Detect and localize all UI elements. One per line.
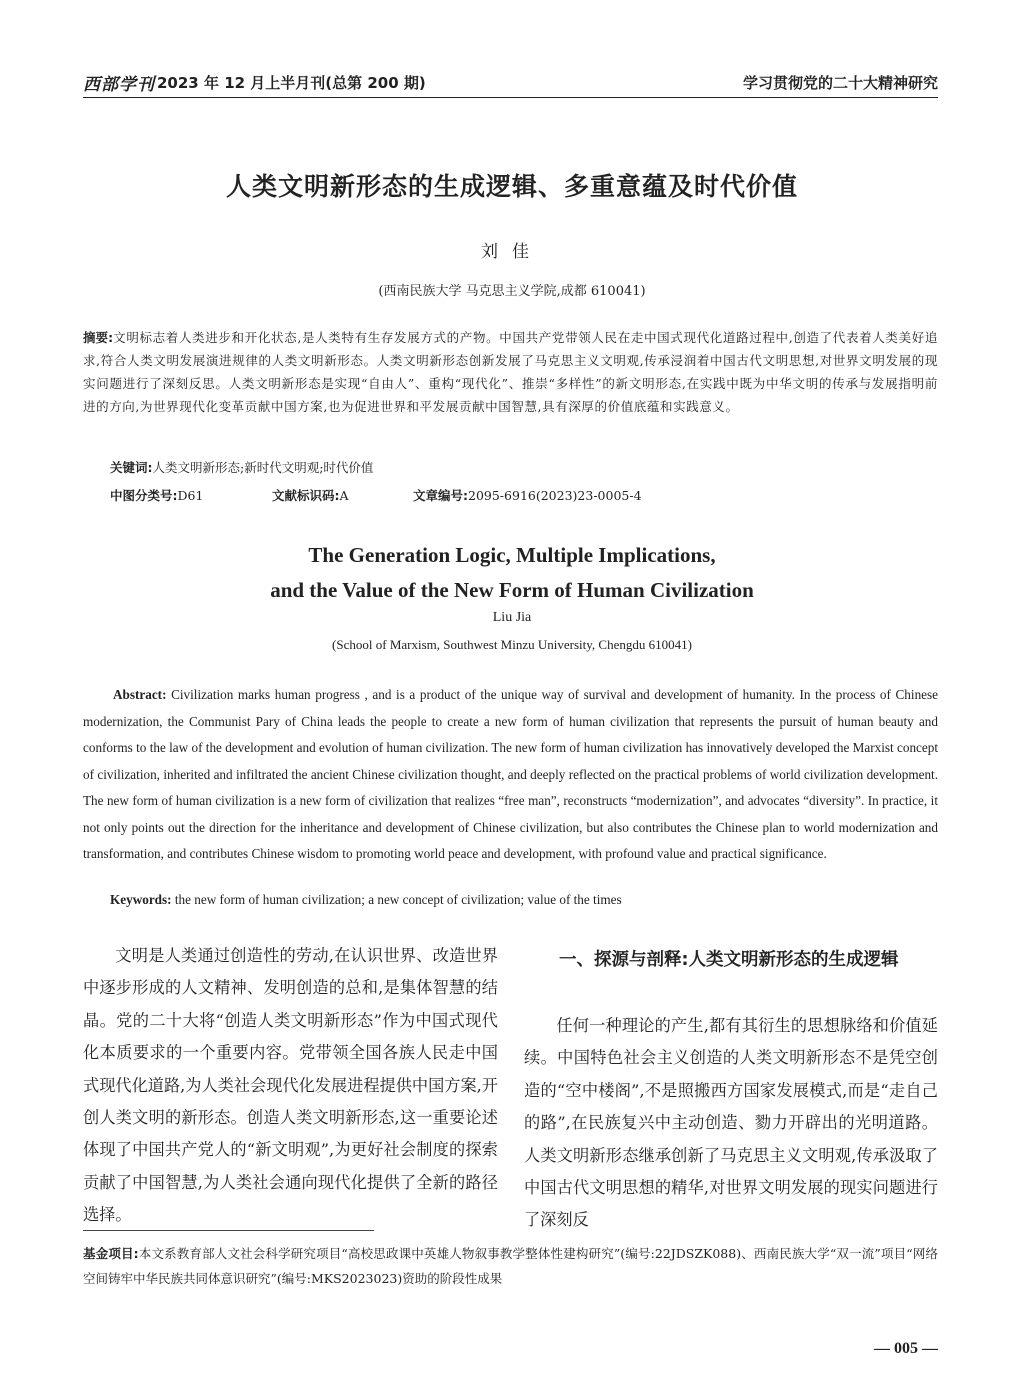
- title-en-line-1: The Generation Logic, Multiple Implications,: [308, 543, 716, 567]
- affiliation-zh: (西南民族大学 马克思主义学院,成都 610041): [378, 284, 646, 299]
- affiliation-en: (School of Marxism, Southwest Minzu University, Chengdu 610041): [332, 637, 692, 652]
- keywords-en: [110, 892, 910, 908]
- abstract-en: [83, 682, 938, 868]
- clc-number: [110, 486, 203, 504]
- article-number-value: 2095-6916(2023)23-0005-4: [468, 488, 642, 503]
- doc-code-label: 文献标识码:: [272, 488, 340, 503]
- clc-label: 中图分类号:: [110, 488, 178, 503]
- keywords-en-label: Keywords:: [110, 892, 172, 907]
- keywords-en-text: the new form of human civilization; a new concept of civilization; value of the times: [174, 892, 622, 907]
- body-column-left: [83, 940, 498, 1232]
- author-en: Liu Jia: [492, 610, 532, 625]
- header-divider: [83, 97, 938, 98]
- article-number: [413, 486, 642, 504]
- footnote-text: 本文系教育部人文社会科学研究项目“高校思政课中英雄人物叙事教学整体性建构研究”(编号:22JDSZK088)、西南民族大学“双一流”项目“网络空间铸牢中华民族共同体意识研究”(编号:MKS2023023)资助的阶段性成果: [83, 1246, 939, 1286]
- abstract-en-text: Civilization marks human progress , and is a product of the unique way of survival and development of humanity. In the process of Chinese modernization, the Communist Pary of China leads the people to create a new form of human civilization that represents the pursuit of human beauty and conforms to the law of the development and evolution of human civilization. The new form of human civilization has innovatively developed the Marxist concept of civilization, inherited and infiltrated the ancient Chinese civilization thought, and deeply reflected on the practical problems of world civilization development. The new form of human civilization is a new form of civilization that realizes “free man”, reconstructs “modernization”, and advocates “diversity”. In practice, it not only points out the direction for the inheritance and development of Chinese civilization, but also contributes the Chinese plan to world modernization and transformation, and contributes Chinese wisdom to promoting world peace and development, with profound value and practical significance.: [83, 687, 938, 861]
- journal-name: 西部学刊: [83, 75, 155, 95]
- keywords-zh-label: 关键词:: [110, 460, 153, 475]
- issue-info: 2023 年 12 月上半月刊(总第 200 期): [157, 74, 426, 92]
- intro-paragraph: 文明是人类通过创造性的劳动,在认识世界、改造世界中逐步形成的人文精神、发明创造的总和,是集体智慧的结晶。党的二十大将“创造人类文明新形态”作为中国式现代化本质要求的一个重要内容。党带领全国各族人民走中国式现代化道路,为人类社会现代化发展进程提供中国方案,开创人类文明的新形态。创造人类文明新形态,这一重要论述体现了中国共产党人的“新文明观”,为更好社会制度的探索贡献了中国智慧,为人类社会通向现代化提供了全新的路径选择。: [83, 946, 498, 1225]
- title-en-line-2: and the Value of the New Form of Human Civilization: [270, 578, 754, 602]
- keywords-zh: [110, 458, 373, 476]
- abstract-zh-text: 文明标志着人类进步和开化状态,是人类特有生存发展方式的产物。中国共产党带领人民在走中国式现代化道路过程中,创造了代表着人类美好追求,符合人类文明发展演进规律的人类文明新形态。人类文明新形态创新发展了马克思主义文明观,传承浸润着中国古代文明思想,对世界文明发展的现实问题进行了深刻反思。人类文明新形态是实现“自由人”、重构“现代化”、推崇“多样性”的新文明形态,在实践中既为中华文明的传承与发展指明前进的方向,为世界现代化变革贡献中国方案,也为促进世界和平发展贡献中国智慧,具有深厚的价值底蕴和实践意义。: [83, 330, 938, 414]
- author-zh: 刘佳: [481, 242, 543, 262]
- running-header: [83, 66, 938, 96]
- clc-value: D61: [177, 488, 204, 503]
- doc-code-value: A: [339, 488, 349, 503]
- funding-footnote: [83, 1241, 938, 1291]
- section-heading: 一、探源与剖释:人类文明新形态的生成逻辑: [559, 950, 899, 970]
- abstract-zh-label: 摘要:: [83, 330, 114, 345]
- section-paragraph: 任何一种理论的产生,都有其衍生的思想脉络和价值延续。中国特色社会主义创造的人类文明新形态不是凭空创造的“空中楼阁”,不是照搬西方国家发展模式,而是“走自己的路”,在民族复兴中主动创造、勠力开辟出的光明道路。人类文明新形态继承创新了马克思主义文明观,传承汲取了中国古代文明思想的精华,对世界文明发展的现实问题进行了深刻反: [524, 1016, 938, 1230]
- footnote-divider: [83, 1230, 374, 1231]
- doc-code: [272, 486, 349, 504]
- article-title-zh: 人类文明新形态的生成逻辑、多重意蕴及时代价值: [225, 172, 798, 201]
- abstract-zh: [83, 326, 938, 418]
- page-number: — 005 —: [874, 1340, 938, 1357]
- abstract-en-label: Abstract:: [113, 687, 167, 702]
- article-title-en: [0, 538, 1024, 608]
- footnote-label: 基金项目:: [83, 1246, 139, 1261]
- article-number-label: 文章编号:: [413, 488, 468, 503]
- body-column-right: [524, 1010, 938, 1237]
- keywords-zh-text: 人类文明新形态;新时代文明观;时代价值: [152, 460, 374, 475]
- column-title: 学习贯彻党的二十大精神研究: [742, 74, 938, 92]
